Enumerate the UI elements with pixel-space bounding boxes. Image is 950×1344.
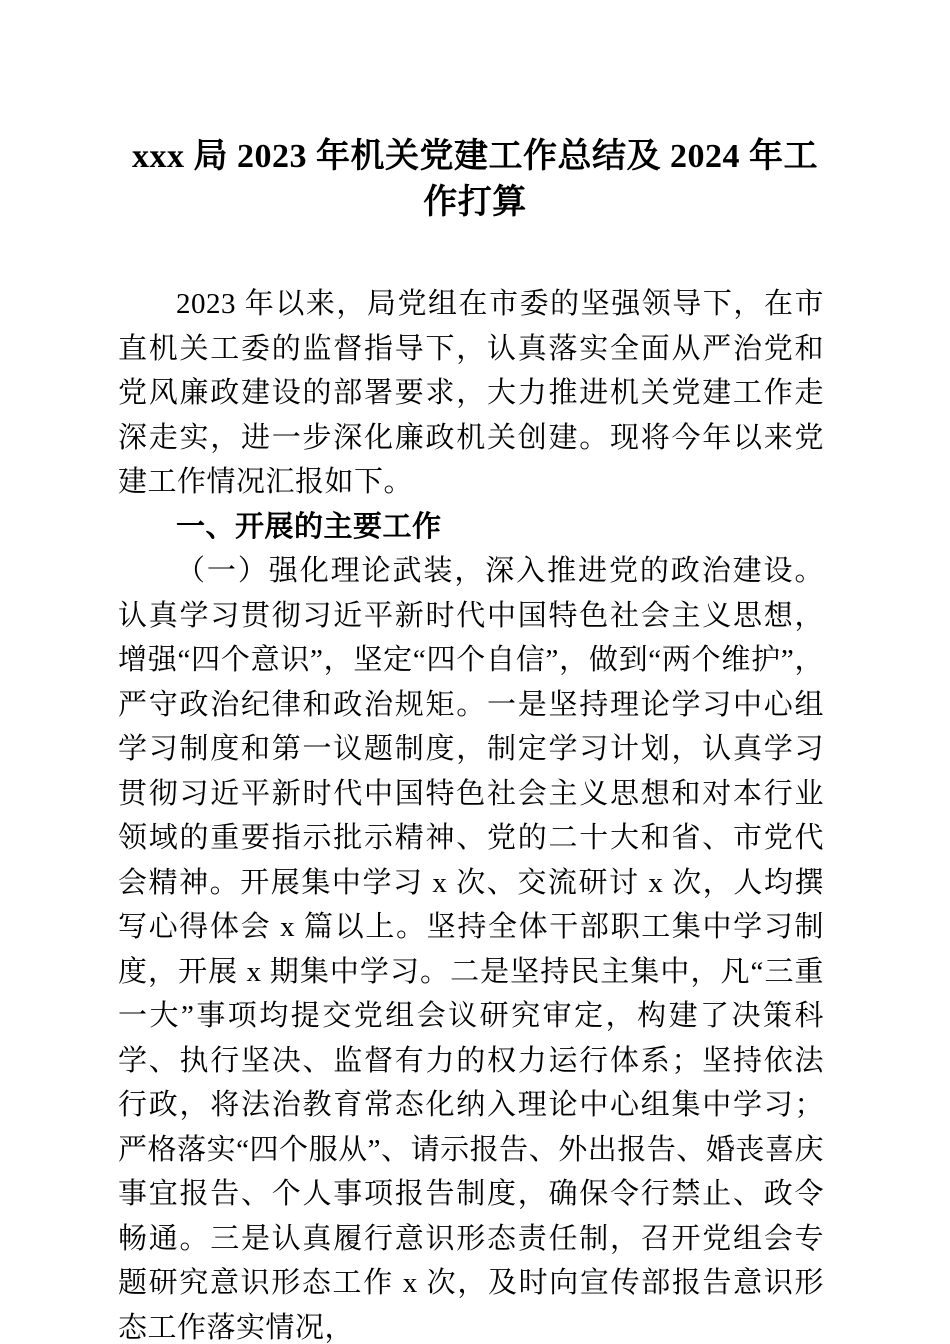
paragraph-section-1-text: 认真学习贯彻习近平新时代中国特色社会主义思想，增强“四个意识”，坚定“四个自信”，做到“两个维护”，严守政治纪律和政治规矩。一是坚持理论学习中心组学习制度和第一议题制度，制定学习计划，认真学习贯彻习近平新时代中国特色社会主义思想和对本行业领域的重要指示批示精神、党的二十大和省、市党代会精神。开展集中学习 x 次、交流研讨 x 次，人均撰写心得体会 x 篇以上。坚持全体干部职工集中学习制度，开展 x 期集中学习。二是坚持民主集中，凡“三重一大”事项均提交党组会议研究审定，构建了决策科学、执行坚决、监督有力的权力运行体系；坚持依法行政，将法治教育常态化纳入理论中心组集中学习；严格落实“四个服从”、请示报告、外出报告、婚丧喜庆事宜报告、个人事项报告制度，确保令行禁止、政令畅通。三是认真履行意识形态责任制，召开党组会专题研究意识形态工作 x 次，及时向宣传部报告意识形态工作落实情况， [118, 599, 824, 1344]
document-title-line-2: 作打算 [423, 184, 527, 221]
paragraph-section-1 [118, 549, 824, 1344]
section-heading-main-work: 一、开展的主要工作 [176, 510, 442, 543]
paragraph-intro: 2023 年以来，局党组在市委的坚强领导下，在市直机关工委的监督指导下，认真落实全面从严治党和党风廉政建设的部署要求，大力推进机关党建工作走深走实，进一步深化廉政机关创建。现将今年以来党建工作情况汇报如下。 [118, 288, 824, 498]
subsection-lead-1: （一）强化理论武装，深入推进党的政治建设。 [176, 555, 824, 587]
document-title-line-1: xxx 局 2023 年机关党建工作总结及 2024 年工 [132, 138, 818, 175]
document-body [118, 282, 824, 1344]
document-title [122, 134, 828, 226]
